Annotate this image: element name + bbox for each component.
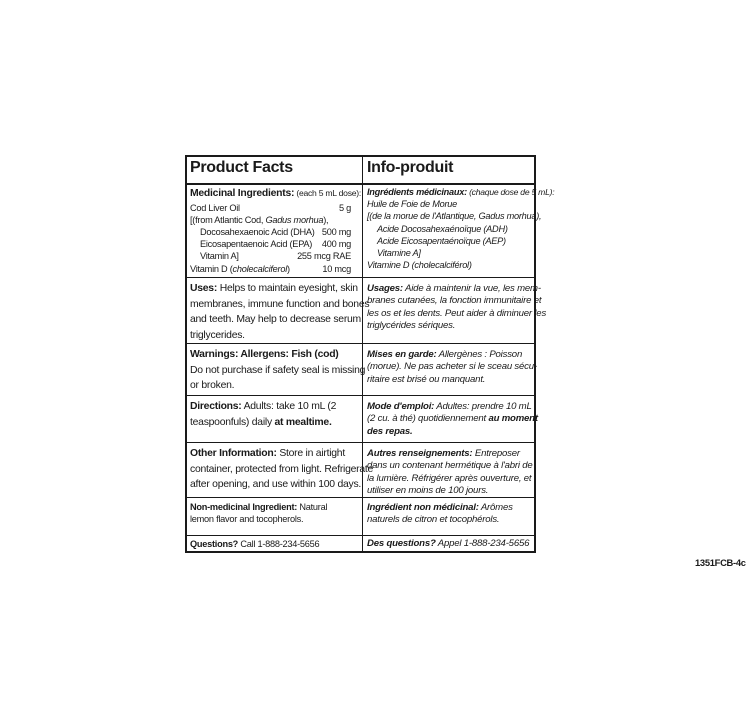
nonmedicinal-label-en: Non-medicinal Ingredient: bbox=[190, 502, 298, 512]
dose-fr: (chaque dose de 5 mL): bbox=[466, 187, 555, 197]
ingredient-source: [(from Atlantic Cod, Gadus morhua), bbox=[190, 214, 329, 225]
facts-table bbox=[185, 155, 555, 553]
ingredient-fr: [(de la morue de l'Atlantique, Gadus morhua), bbox=[367, 211, 542, 222]
phone-fr: Appel 1-888-234-5656 bbox=[435, 538, 530, 549]
warnings-label-fr: Mises en garde: bbox=[367, 349, 437, 360]
medicinal-heading-en: Medicinal Ingredients: bbox=[190, 188, 295, 199]
ingredient-fr: Acide Eicosapentaénoïque (AEP) bbox=[377, 235, 506, 246]
medicinal-section bbox=[187, 184, 555, 277]
ingredient-row: Vitamin A] 255 mcg RAE bbox=[200, 251, 351, 262]
product-facts-label bbox=[185, 155, 746, 718]
nonmedicinal-label-fr: Ingrédient non médicinal: bbox=[367, 502, 479, 513]
facts-header bbox=[187, 157, 534, 185]
directions-label-en: Directions: bbox=[190, 401, 242, 412]
ingredient-row: Docosahexaenoic Acid (DHA) 500 mg bbox=[200, 227, 351, 237]
title-fr: Info-produit bbox=[367, 159, 454, 176]
ingredient-fr: Huile de Foie de Morue bbox=[367, 199, 457, 210]
title-en: Product Facts bbox=[190, 159, 293, 176]
questions-section bbox=[187, 535, 534, 554]
ingredient-row: Vitamin D (cholecalciferol) 10 mcg bbox=[190, 263, 351, 274]
nonmedicinal-section: Non-medicinal Ingredient: Natural lemon flavor and tocopherols. Ingrédient non médicinal: Arômes naturels de citron et tocophérols. bbox=[187, 497, 534, 536]
directions-label-fr: Mode d'emploi: bbox=[367, 401, 435, 412]
questions-label-en: Questions? bbox=[190, 539, 239, 549]
ingredient-fr: Vitamine D (cholecalciférol) bbox=[367, 260, 472, 271]
other-label-en: Other Information: bbox=[190, 448, 277, 459]
warnings-section: Warnings: Allergens: Fish (cod) Do not purchase if safety seal is missing or broken. Mises en garde: Allergènes : Poisson (morue). Ne pas acheter si le sceau sécu- ritaire est brisé ou manquant. bbox=[187, 343, 534, 396]
ingredient-fr: Vitamine A] bbox=[377, 248, 421, 259]
other-label-fr: Autres renseignements: bbox=[367, 448, 473, 459]
lot-code: 1351FCB-4c bbox=[695, 557, 746, 568]
questions-label-fr: Des questions? bbox=[367, 538, 436, 549]
ingredient-row: Eicosapentaenoic Acid (EPA) 400 mg bbox=[200, 239, 351, 250]
uses-section: Uses: Helps to maintain eyesight, skin membranes, immune function and bones and teeth. May help to decrease serum triglycerides. Usages: Aide à maintenir la vue, les mem- branes cutanées, la fonction immunitaire et les os et les dents. Peut aider à diminuer les triglycérides sériques. bbox=[187, 277, 534, 344]
phone-en: Call 1-888-234-5656 bbox=[238, 539, 320, 549]
directions-section: Directions: Adults: take 10 mL (2 teaspoonfuls) daily at mealtime. Mode d'emploi: Adultes: prendre 10 mL (2 cu. à thé) quotidiennement au moment des repas. bbox=[187, 395, 534, 443]
ingredient-row: Cod Liver Oil 5 g bbox=[190, 202, 351, 213]
uses-label-en: Uses: bbox=[190, 283, 218, 294]
other-info-section: Other Information: Store in airtight container, protected from light. Refrigerate after opening, and use within 100 days. Autres renseignements: Entreposer dans un contenant hermétique à l'abri de la lumière. Réfrigérer après ouverture, et utiliser en moins de 100 jours. bbox=[187, 442, 534, 498]
dose-en: (each 5 mL dose): bbox=[294, 188, 362, 198]
warnings-label-en: Warnings: Allergens: Fish (cod) bbox=[190, 349, 339, 360]
uses-label-fr: Usages: bbox=[367, 283, 403, 294]
ingredient-fr: Acide Docosahexaénoïque (ADH) bbox=[377, 223, 508, 234]
medicinal-heading-fr: Ingrédients médicinaux: bbox=[367, 187, 467, 197]
